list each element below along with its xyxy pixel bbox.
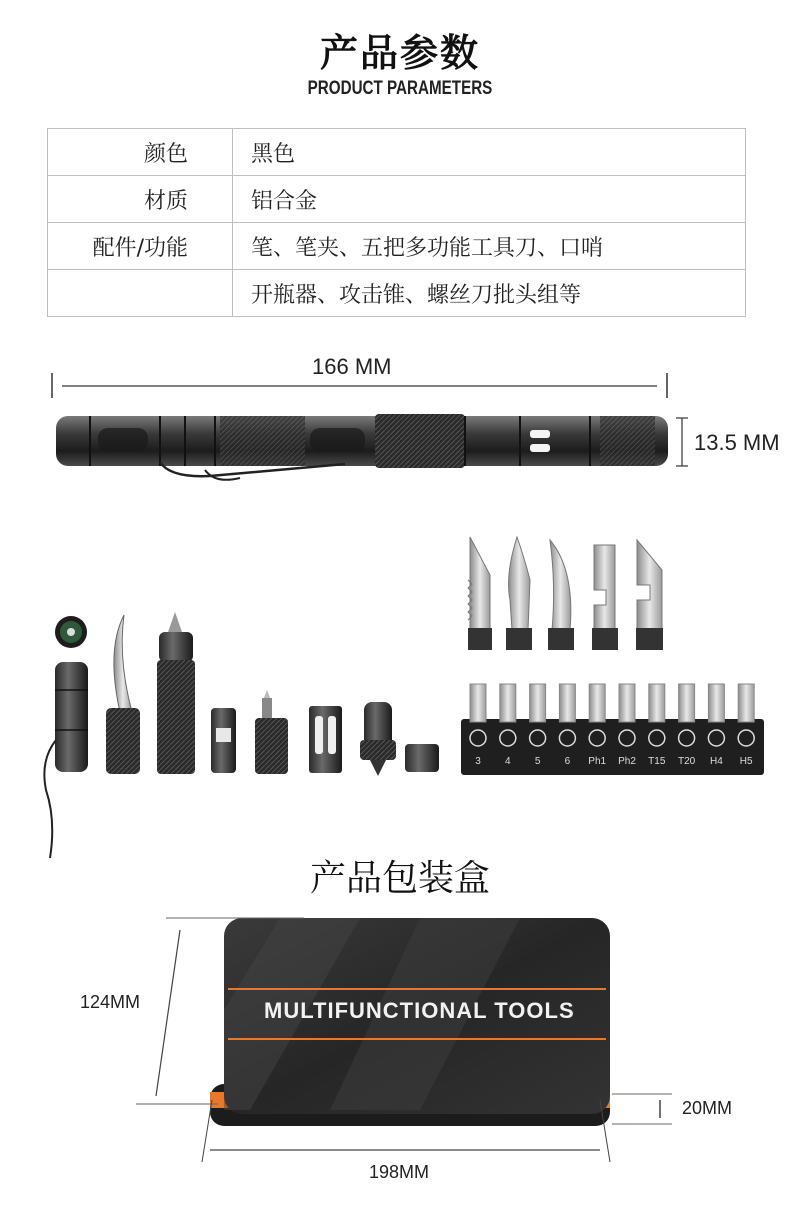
param-value: 铝合金 (233, 176, 746, 223)
bit-label: T15 (648, 756, 666, 767)
param-key: 材质 (48, 176, 233, 223)
bit-label: H4 (710, 756, 723, 767)
bit-label: T20 (677, 756, 696, 767)
small-parts-accessories (211, 690, 439, 776)
bit-label: 5 (534, 756, 541, 767)
param-value: 笔、笔夹、五把多功能工具刀、口哨 (233, 223, 746, 270)
bit-label: 3 (475, 756, 481, 767)
glass-breaker-accessory (157, 612, 195, 774)
pen-length-label: 166 MM (312, 354, 392, 379)
param-key: 颜色 (48, 129, 233, 176)
pen-diameter-label: 13.5 MM (694, 430, 780, 455)
bit-label: 4 (505, 756, 511, 767)
box-width-label: 198MM (369, 1162, 430, 1182)
pen-diameter-dimension (676, 418, 688, 466)
page-subtitle: PRODUCT PARAMETERS (307, 78, 493, 99)
tactical-pen-image (56, 414, 668, 480)
hook-knife-accessory (106, 615, 140, 774)
blade-set (468, 537, 663, 650)
bit-label: H5 (739, 756, 753, 767)
bit-label: 6 (564, 756, 571, 767)
flashlight-accessory (44, 616, 88, 858)
box-height-label: 124MM (80, 992, 141, 1012)
bit-label: Ph1 (588, 756, 607, 767)
box-depth-label: 20MM (682, 1098, 733, 1118)
box-brand-text: MULTIFUNCTIONAL TOOLS (264, 998, 575, 1023)
param-key: 配件/功能 (48, 223, 233, 270)
bit-label: Ph2 (618, 756, 636, 767)
box-section-title: 产品包装盒 (309, 858, 490, 899)
param-value: 开瓶器、攻击锥、螺丝刀批头组等 (233, 270, 746, 317)
param-value: 黑色 (233, 129, 746, 176)
page-title: 产品参数 (319, 31, 480, 75)
